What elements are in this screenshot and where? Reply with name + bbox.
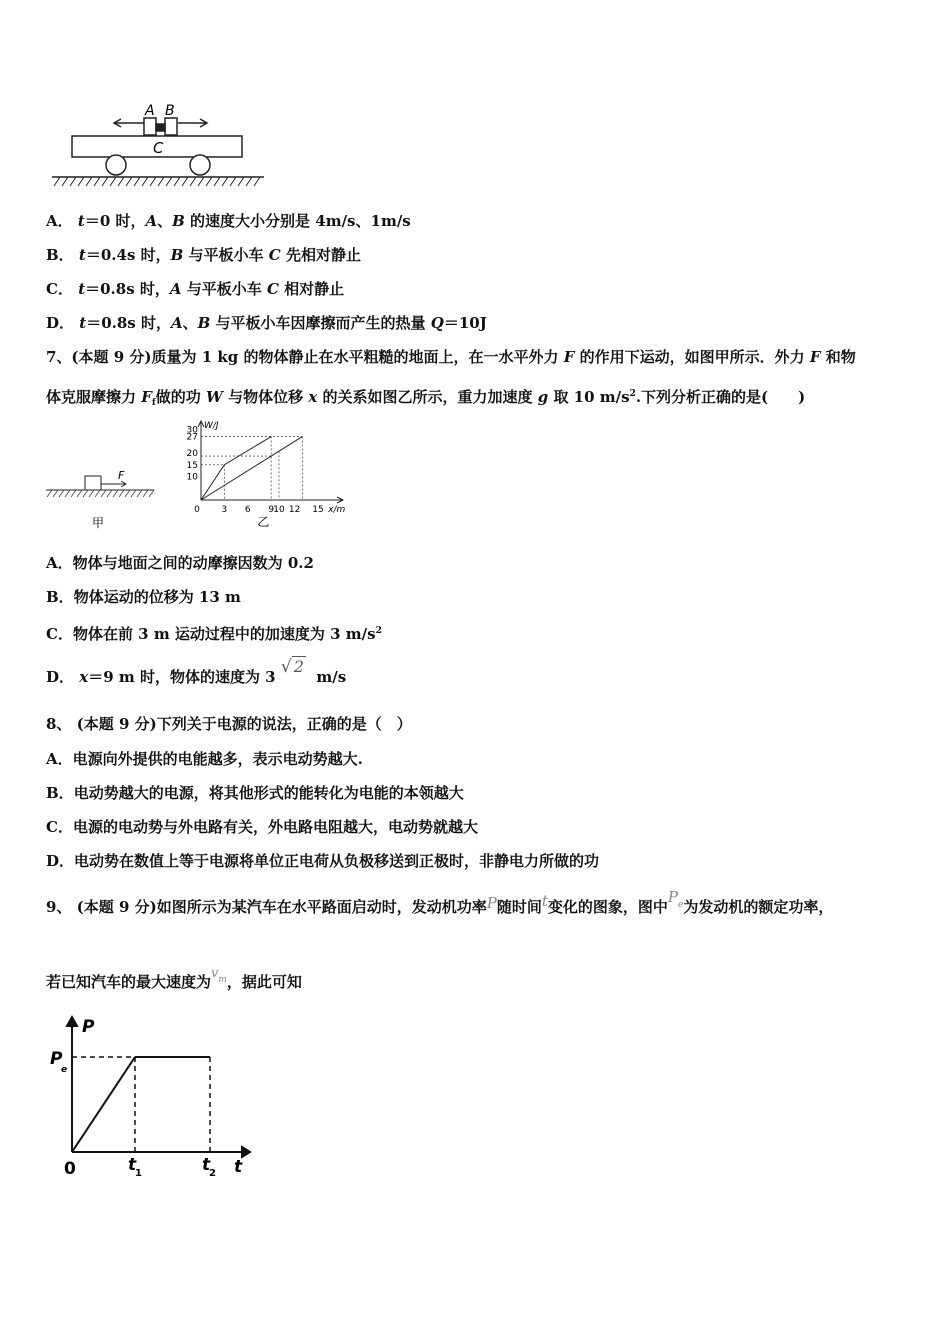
q9-stem-line2: 若已知汽车的最大速度为$v^m$，据此可知 (46, 966, 302, 991)
x-tick-label-2: 6 (244, 505, 251, 515)
x-tick-label-5: 12 (288, 505, 301, 515)
q7-option-d: D． x＝9 m 时，物体的速度为 3 √ 2 m/s (46, 657, 347, 686)
x-tick-label-origin: 0 (194, 505, 200, 515)
cart-c-label: C (153, 139, 164, 157)
q6-option-b: B． t＝0.4s 时，B 与平板小车 C 先相对静止 (46, 246, 361, 264)
x-tick-label-1: 3 (221, 505, 228, 515)
x-axis-label: x/m (328, 505, 346, 515)
t-axis-label: t (234, 1157, 243, 1177)
q6-cart-figure (48, 100, 270, 192)
q7-option-c: C．物体在前 3 m 运动过程中的加速度为 3 $m/s^2$ (46, 625, 382, 643)
series-line-F (201, 437, 271, 500)
t2-label: t (202, 1155, 211, 1175)
power-ramp-line (72, 1057, 135, 1152)
chart-caption: 乙 (257, 515, 270, 529)
t1-sub-label: 1 (135, 1168, 142, 1179)
y-tick-label-3: 27 (186, 432, 198, 443)
series-line-Ff (201, 437, 302, 500)
y-axis-label: W/J (204, 421, 219, 431)
q9-power-time-graph (44, 1012, 254, 1184)
x-tick-label-3: 9 (268, 505, 275, 515)
q6-option-c: C． t＝0.8s 时，A 与平板小车 C 相对静止 (46, 280, 345, 298)
q8-option-d: D．电动势在数值上等于电源将单位正电荷从负极移送到正极时，非静电力所做的功 (46, 852, 600, 870)
q8-option-c: C．电源的电动势与外电路有关，外电路电阻越大，电动势就越大 (46, 818, 478, 836)
caption-jia: 甲 (92, 516, 105, 530)
q8-option-b: B．电动势越大的电源，将其他形式的能转化为电能的本领越大 (46, 784, 464, 802)
q7-stem-line2: 体克服摩擦力 $F_f$做的功 W 与物体位移 x 的关系如图乙所示，重力加速度 g 取 10 $m/s^2$.下列分析正确的是( ) (46, 388, 806, 408)
q7-stem-line1: 7、(本题 9 分)质量为 1 kg 的物体静止在水平粗糙的地面上，在一水平外力 F 的作用下运动，如图甲所示．外力 F 和物 (46, 348, 856, 366)
pe-sub-label: e (61, 1065, 68, 1075)
force-f-label: F (118, 469, 125, 482)
q7-figure-jia (44, 465, 159, 535)
block-a-label: A (145, 103, 155, 119)
y-tick-label-1: 15 (186, 460, 198, 471)
origin-label: 0 (64, 1159, 76, 1179)
x-tick-label-6: 15 (312, 505, 324, 515)
p-axis-arrow (67, 1017, 77, 1026)
q7-option-b: B．物体运动的位移为 13 m (46, 588, 241, 606)
t-axis-arrow (242, 1147, 250, 1157)
y-tick-label-2: 20 (186, 449, 198, 459)
q7-option-a: A．物体与地面之间的动摩擦因数为 0.2 (46, 554, 314, 572)
y-tick-label-0: 10 (186, 472, 198, 483)
y-tick-label-4: 30 (186, 425, 198, 436)
q8-stem: 8、 (本题 9 分)下列关于电源的说法，正确的是（ ） (46, 715, 412, 733)
x-tick-label-4: 10 (273, 505, 285, 515)
p-axis-label: P (82, 1017, 95, 1037)
t1-label: t (128, 1155, 137, 1175)
sqrt-symbol: √ 2 (280, 657, 304, 677)
q9-stem-line1: 9、 (本题 9 分)如图所示为某汽车在水平路面启动时，发动机功率P随时间t变化的图象，图中$P^e$为发动机的额定功率， (46, 888, 834, 916)
block-b-label: B (165, 103, 175, 119)
q6-option-a: A． t＝0 时，A、B 的速度大小分别是 4m/s、1m/s (46, 212, 411, 230)
q8-option-a: A．电源向外提供的电能越多，表示电动势越大. (46, 750, 363, 768)
q7-work-displacement-chart (183, 420, 353, 532)
t2-sub-label: 2 (209, 1168, 216, 1179)
q6-option-d: D． t＝0.8s 时，A、B 与平板小车因摩擦而产生的热量 Q＝10J (46, 314, 487, 332)
pe-label: P (50, 1049, 63, 1069)
